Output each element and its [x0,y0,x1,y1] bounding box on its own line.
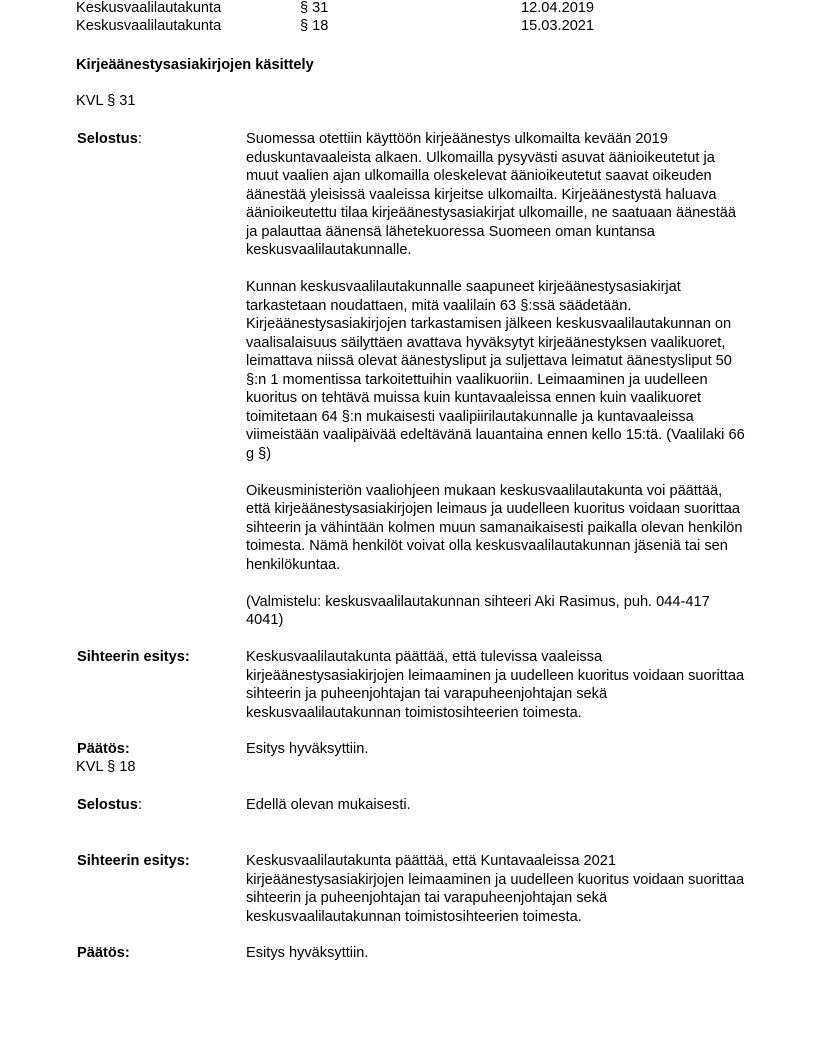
kvl18-selostus-text: Edellä olevan mukaisesti. [246,797,411,813]
kvl31-ref: KVL § 31 [76,93,136,109]
selostus-label-colon: : [137,131,142,147]
header-section: § 18 [300,18,329,34]
paatos-label-text: Päätös: [77,945,130,961]
header-date: 12.04.2019 [521,0,595,16]
kvl31-paatos-text: Esitys hyväksyttiin. [246,741,369,757]
kvl18-selostus-label [77,796,142,814]
selostus-paragraph: Suomessa otettiin käyttöön kirjeäänestys ulkomailta kevään 2019 eduskuntavaaleista alkaen. Ulkomailla pysyvästi asuvat äänioikeutetut ja muut vaalien ajan ulkomailla oleskelevat äänioikeutetut saavat oikeuden äänestää yleisissä vaaleissa kirjeitse ulkomailta. Kirjeäänestystä haluava äänioikeutettu tilaa kirjeäänestysasiakirjat ulkomaille, ne saatuaan äänestää ja palauttaa äänensä lähetekuoressa Suomeen oman kuntansa keskusvaalilautakunnalle. [246,131,737,258]
selostus-label-text: Selostus [77,797,138,813]
selostus-label-text: Selostus [77,131,138,147]
header-section: § 31 [300,0,329,16]
paatos-label-text: Päätös: [77,741,130,757]
kvl18-esitys-label [77,852,190,870]
header-body: Keskusvaalilautakunta [76,0,222,16]
header-row-1 [76,0,776,17]
selostus-paragraph: Kunnan keskusvaalilautakunnalle saapuneet kirjeäänestysasiakirjat tarkastetaan noudattaen, mitä vaalilain 63 §:ssä säädetään. Kirjeäänestysasiakirjojen tarkastamisen jälkeen keskusvaalilautakunnan on vaalisalaisuus säilyttäen avattava hyväksytyt kirjeäänestyksen vaalikuoret, leimattava niissä olevat äänestysliput ja suljettava leimatut äänestysliput 50 §:n 1 momentissa tarkoitettuihin vaalikuoriin. Leimaaminen ja uudelleen kuoritus on tehtävä muissa kuin kuntavaaleissa ennen kuin vaalikuoret toimitetaan 64 §:n mukaisesti vaalipiirilautakunnalle ja kuntavaaleissa viimeistään vaalipäivää edeltävänä lauantaina ennen kello 15:tä. (Vaalilaki 66 g §) [246,279,745,462]
kvl18-paatos-text: Esitys hyväksyttiin. [246,945,369,961]
esitys-label-text: Sihteerin esitys: [77,649,190,665]
esitys-label-text: Sihteerin esitys: [77,853,190,869]
header-body: Keskusvaalilautakunta [76,18,222,34]
header-row-2 [76,17,776,35]
kvl18-esitys-text: Keskusvaalilautakunta päättää, että Kuntavaaleissa 2021 kirjeäänestysasiakirjojen leimaaminen ja uudelleen kuoritus voidaan suorittaa sihteerin ja puheenjohtajan tai varapuheenjohtajan sekä keskusvaalilautakunnan toimistosihteerien toimesta. [246,853,745,925]
kvl31-selostus-text [246,130,746,630]
selostus-label-colon: : [137,797,142,813]
kvl31-paatos-label [77,740,130,758]
kvl18-paatos-label [77,944,130,962]
header-date: 15.03.2021 [521,18,595,34]
selostus-paragraph: (Valmistelu: keskusvaalilautakunnan sihteeri Aki Rasimus, puh. 044-417 4041) [246,593,710,628]
selostus-paragraph: Oikeusministeriön vaaliohjeen mukaan keskusvaalilautakunta voi päättää, että kirjeäänestysasiakirjojen leimaus ja uudelleen kuoritus voidaan suorittaa sihteerin ja vähintään kolmen muun samanaikaisesti paikalla olevan henkilön toimesta. Nämä henkilöt voivat olla keskusvaalilautakunnan jäseniä tai sen henkilökuntaa. [246,482,743,573]
kvl31-esitys-text: Keskusvaalilautakunta päättää, että tulevissa vaaleissa kirjeäänestysasiakirjojen leimaaminen ja uudelleen kuoritus voidaan suorittaa sihteerin ja puheenjohtajan tai varapuheenjohtajan sekä keskusvaalilautakunnan toimistosihteerien toimesta. [246,649,745,721]
kvl31-selostus-label [77,130,142,148]
document-title: Kirjeäänestysasiakirjojen käsittely [76,57,314,73]
kvl18-ref: KVL § 18 [76,759,136,775]
kvl31-esitys-label [77,648,190,666]
